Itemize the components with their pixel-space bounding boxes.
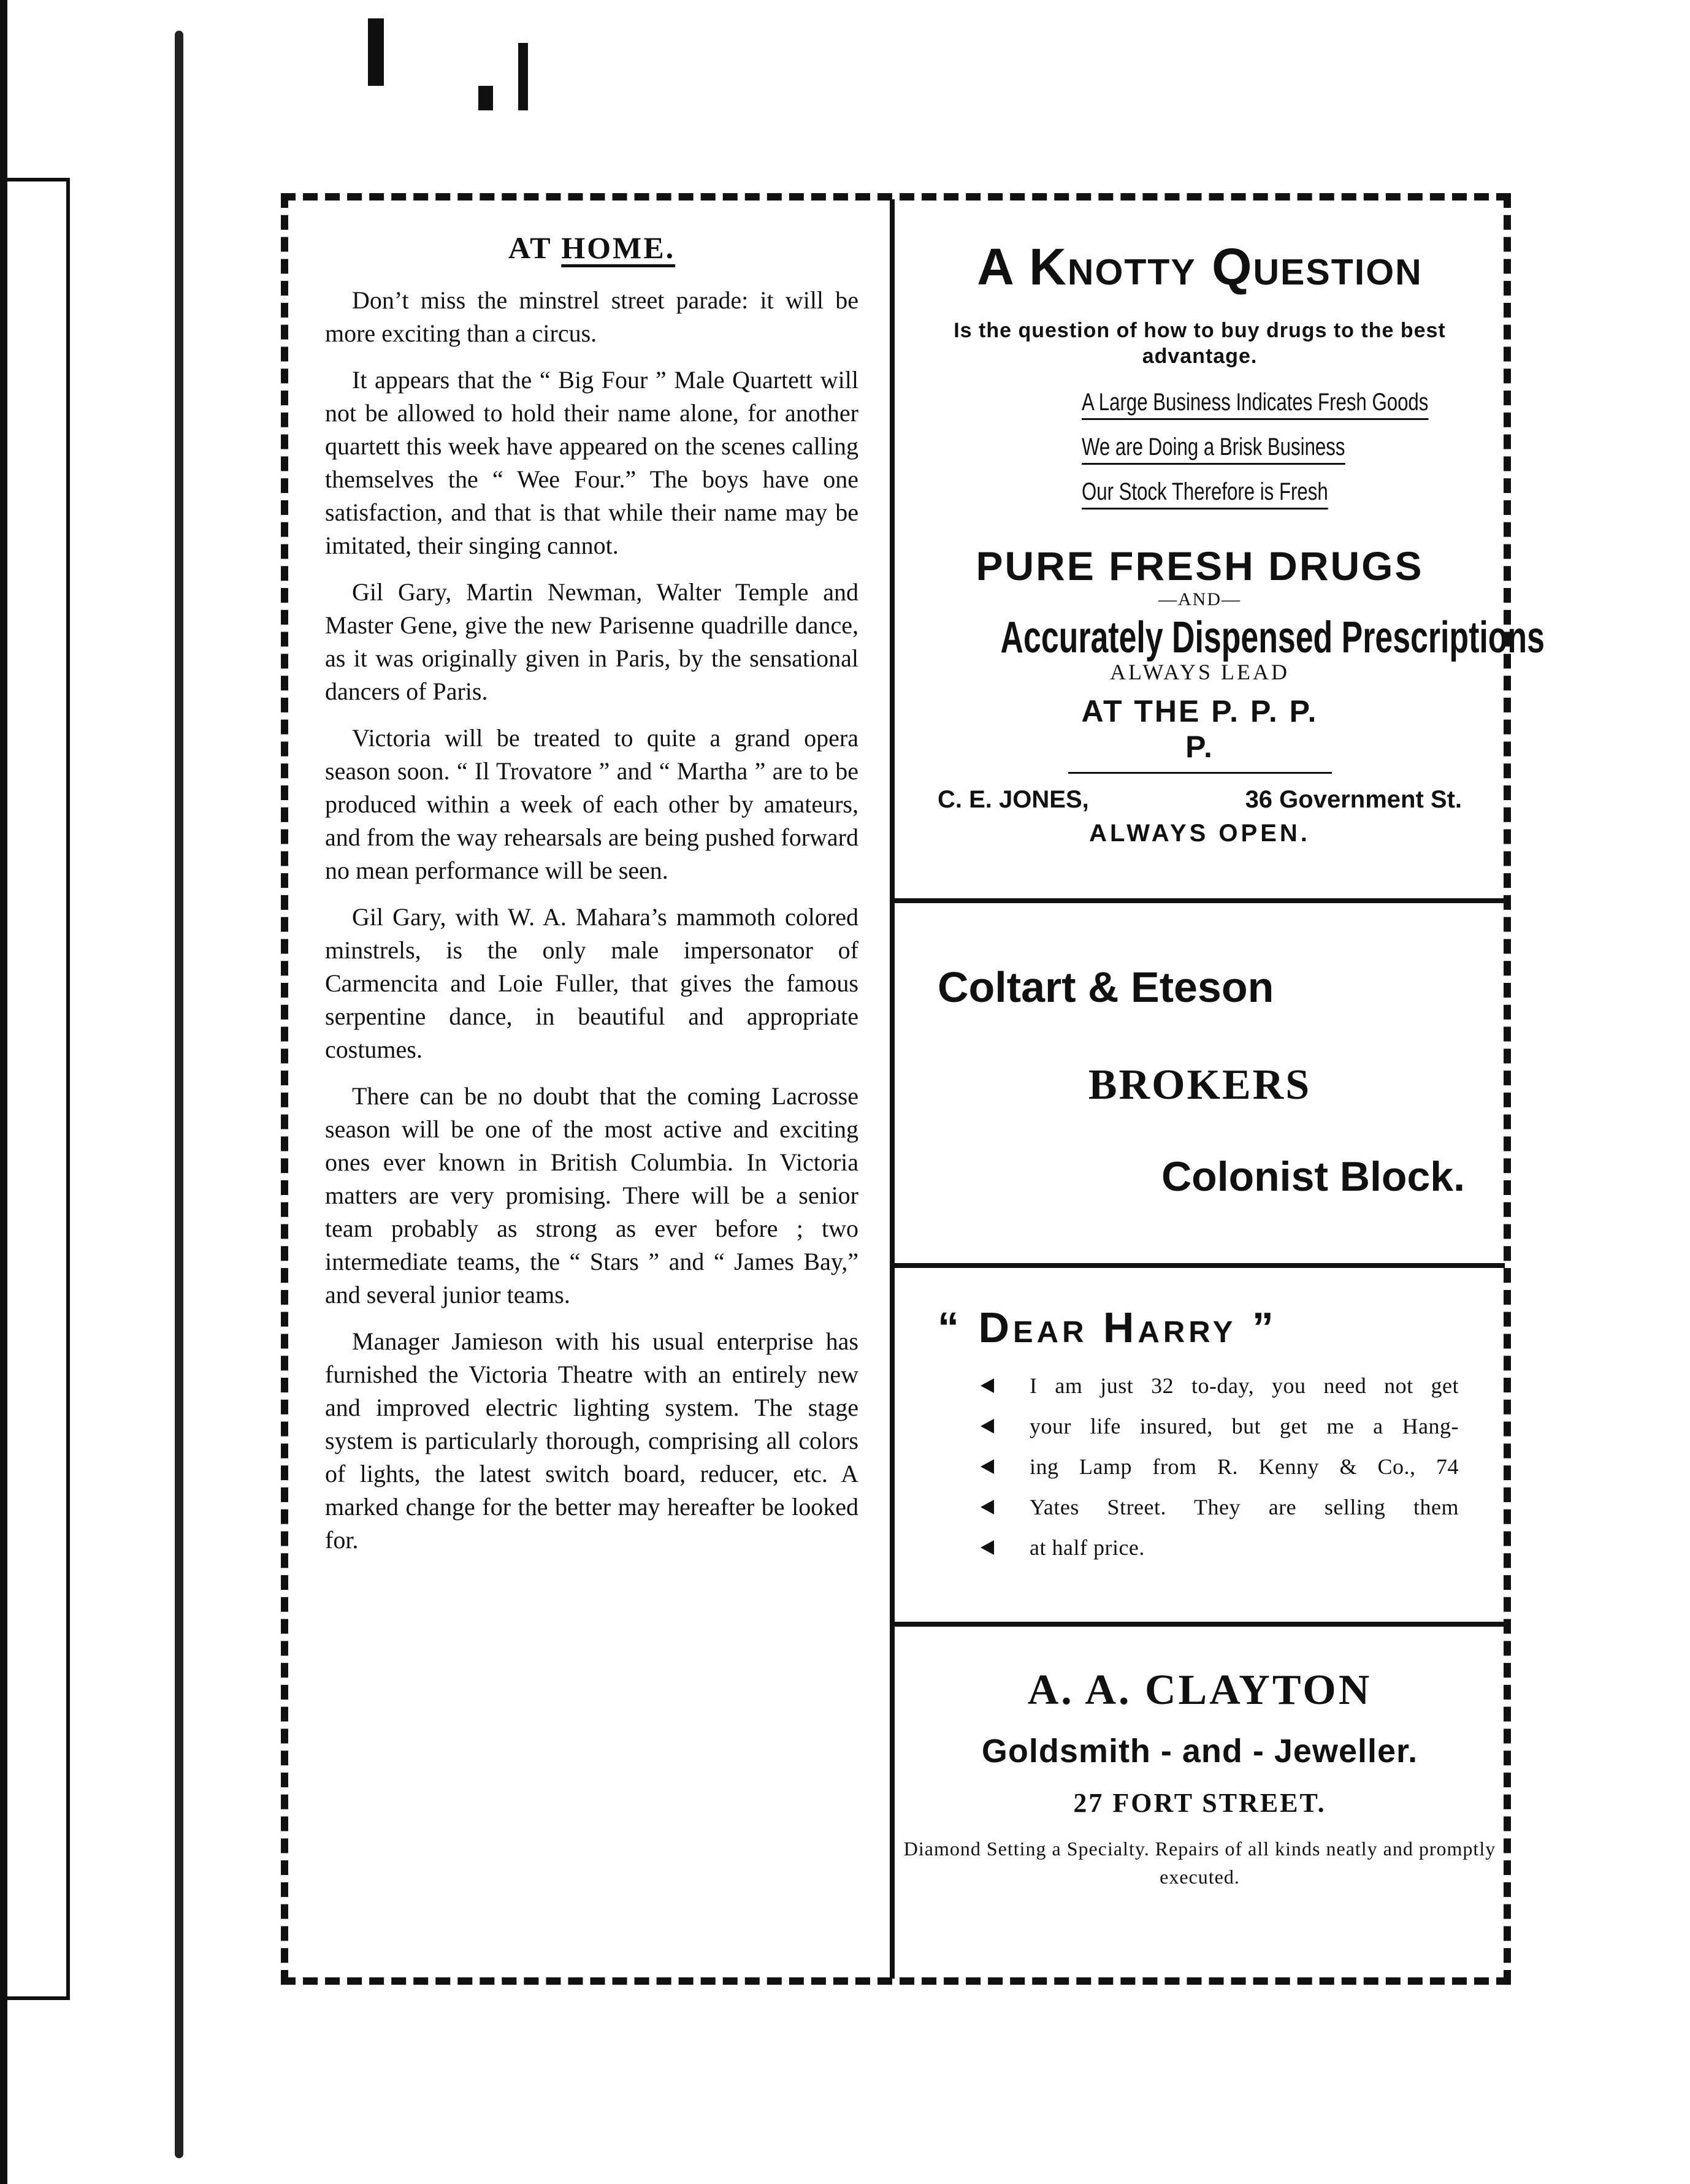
- prescriptions-line: Accurately Dispensed Prescriptions: [1000, 613, 1545, 662]
- firm-trade: BROKERS: [1088, 1061, 1312, 1109]
- ink-mark: [478, 86, 493, 110]
- street-address: 36 Government St.: [1245, 786, 1462, 813]
- pointer-icon: [981, 1540, 994, 1555]
- pointer-icon: [981, 1459, 994, 1474]
- article-paragraph: Manager Jamieson with his usual enterprise has furnished the Victoria Theatre with an entirely new and improved electric lighting system. The stage system is particularly thorough, comprising all colors of lights, the latest switch board, reducer, etc. A marked change for the better may hereafter be looked for.: [325, 1327, 858, 1554]
- column-title: [325, 230, 858, 265]
- column-title-prefix: AT: [508, 231, 552, 265]
- ad-divider: [892, 898, 1505, 903]
- fact-item: A Large Business Indicates Fresh Goods: [1082, 386, 1428, 420]
- ad-line-text: Yates Street. They are selling them: [1030, 1495, 1459, 1519]
- ad-body: [895, 1365, 1505, 1568]
- always-lead: ALWAYS LEAD: [1110, 660, 1290, 684]
- article-paragraph: Gil Gary, with W. A. Mahara’s mammoth colored minstrels, is the only male impersonator of Carmencita and Loie Fuller, that gives the famous serpentine dance, in beautiful and appropriate costumes.: [325, 903, 858, 1063]
- and-separator: —AND—: [1158, 589, 1241, 609]
- ad-line: [981, 1446, 1459, 1487]
- pointer-icon: [981, 1419, 994, 1434]
- jeweller-address: 27 FORT STREET.: [1073, 1788, 1326, 1818]
- ad-divider: [892, 1263, 1505, 1268]
- ad-title: “ Dear Harry ”: [938, 1304, 1277, 1351]
- hours: ALWAYS OPEN.: [1089, 820, 1310, 847]
- fact-item: Our Stock Therefore is Fresh: [1082, 476, 1328, 510]
- article-paragraph: Don’t miss the minstrel street parade: it will be more exciting than a circus.: [325, 286, 858, 347]
- proprietor: C. E. JONES,: [938, 786, 1089, 813]
- ink-mark: [518, 43, 528, 110]
- fact-item: We are Doing a Brisk Business: [1082, 431, 1345, 465]
- brokers-ad: [895, 904, 1505, 1263]
- article-paragraph: Victoria will be treated to quite a grand opera season soon. “ Il Trovatore ” and “ Martha ” are to be produced within a week of each other by amateurs, and from the way rehearsals are being pushed forward no mean performance will be seen.: [325, 724, 858, 884]
- article-paragraph: There can be no doubt that the coming Lacrosse season will be one of the most active and exciting ones ever known in British Columbia. In Victoria matters are very promising. There will be a senior team probably as strong as ever before ; two intermediate teams, the “ Stars ” and “ James Bay,” and several junior teams.: [325, 1082, 858, 1308]
- page-spine: [175, 31, 183, 2158]
- store-name: AT THE P. P. P. P.: [1068, 693, 1332, 774]
- ad-line: [981, 1365, 1459, 1406]
- ad-question: Is the question of how to buy drugs to the best advantage.: [954, 319, 1446, 368]
- previous-page-frame: [0, 178, 70, 2000]
- jeweller-note: Diamond Setting a Specialty. Repairs of all kinds neatly and promptly executed.: [903, 1838, 1496, 1888]
- ink-mark: [368, 18, 384, 86]
- at-home-column: [325, 230, 858, 1570]
- firm-location: Colonist Block.: [1161, 1153, 1465, 1200]
- dear-harry-ad: [895, 1269, 1505, 1622]
- ad-headline: PURE FRESH DRUGS: [976, 543, 1424, 589]
- ad-line: [981, 1527, 1459, 1568]
- ad-line-text: ing Lamp from R. Kenny & Co., 74: [1030, 1454, 1459, 1479]
- fact-list: [895, 386, 1505, 521]
- firm-name: Coltart & Eteson: [938, 963, 1274, 1011]
- column-title-main: HOME.: [561, 231, 676, 265]
- address-row: [895, 786, 1505, 814]
- pointer-icon: [981, 1500, 994, 1514]
- jeweller-ad: [895, 1628, 1505, 1979]
- jeweller-name: A. A. CLAYTON: [1027, 1667, 1372, 1714]
- ad-line: [981, 1406, 1459, 1446]
- drugstore-ad: [895, 199, 1545, 898]
- article-paragraph: Gil Gary, Martin Newman, Walter Temple and Master Gene, give the new Parisenne quadrille dance, as it was originally given in Paris, by the sensational dancers of Paris.: [325, 578, 858, 705]
- jeweller-trade: Goldsmith - and - Jeweller.: [981, 1733, 1418, 1770]
- pointer-icon: [981, 1378, 994, 1393]
- ad-line-text: your life insured, but get me a Hang-: [1030, 1414, 1459, 1438]
- ad-line-text: I am just 32 to-day, you need not get: [1030, 1373, 1459, 1398]
- ad-divider: [892, 1622, 1505, 1627]
- column-divider: [890, 199, 895, 1979]
- ad-line: [981, 1487, 1459, 1527]
- ad-line-text: at half price.: [1030, 1535, 1145, 1560]
- article-paragraph: It appears that the “ Big Four ” Male Quartett will not be allowed to hold their name alone, for another quartett this week have appeared on the scenes calling themselves the “ Wee Four.” The boys have one satisfaction, and that is that while their name may be imitated, their singing cannot.: [325, 366, 858, 559]
- ad-title: A Knotty Question: [977, 238, 1423, 296]
